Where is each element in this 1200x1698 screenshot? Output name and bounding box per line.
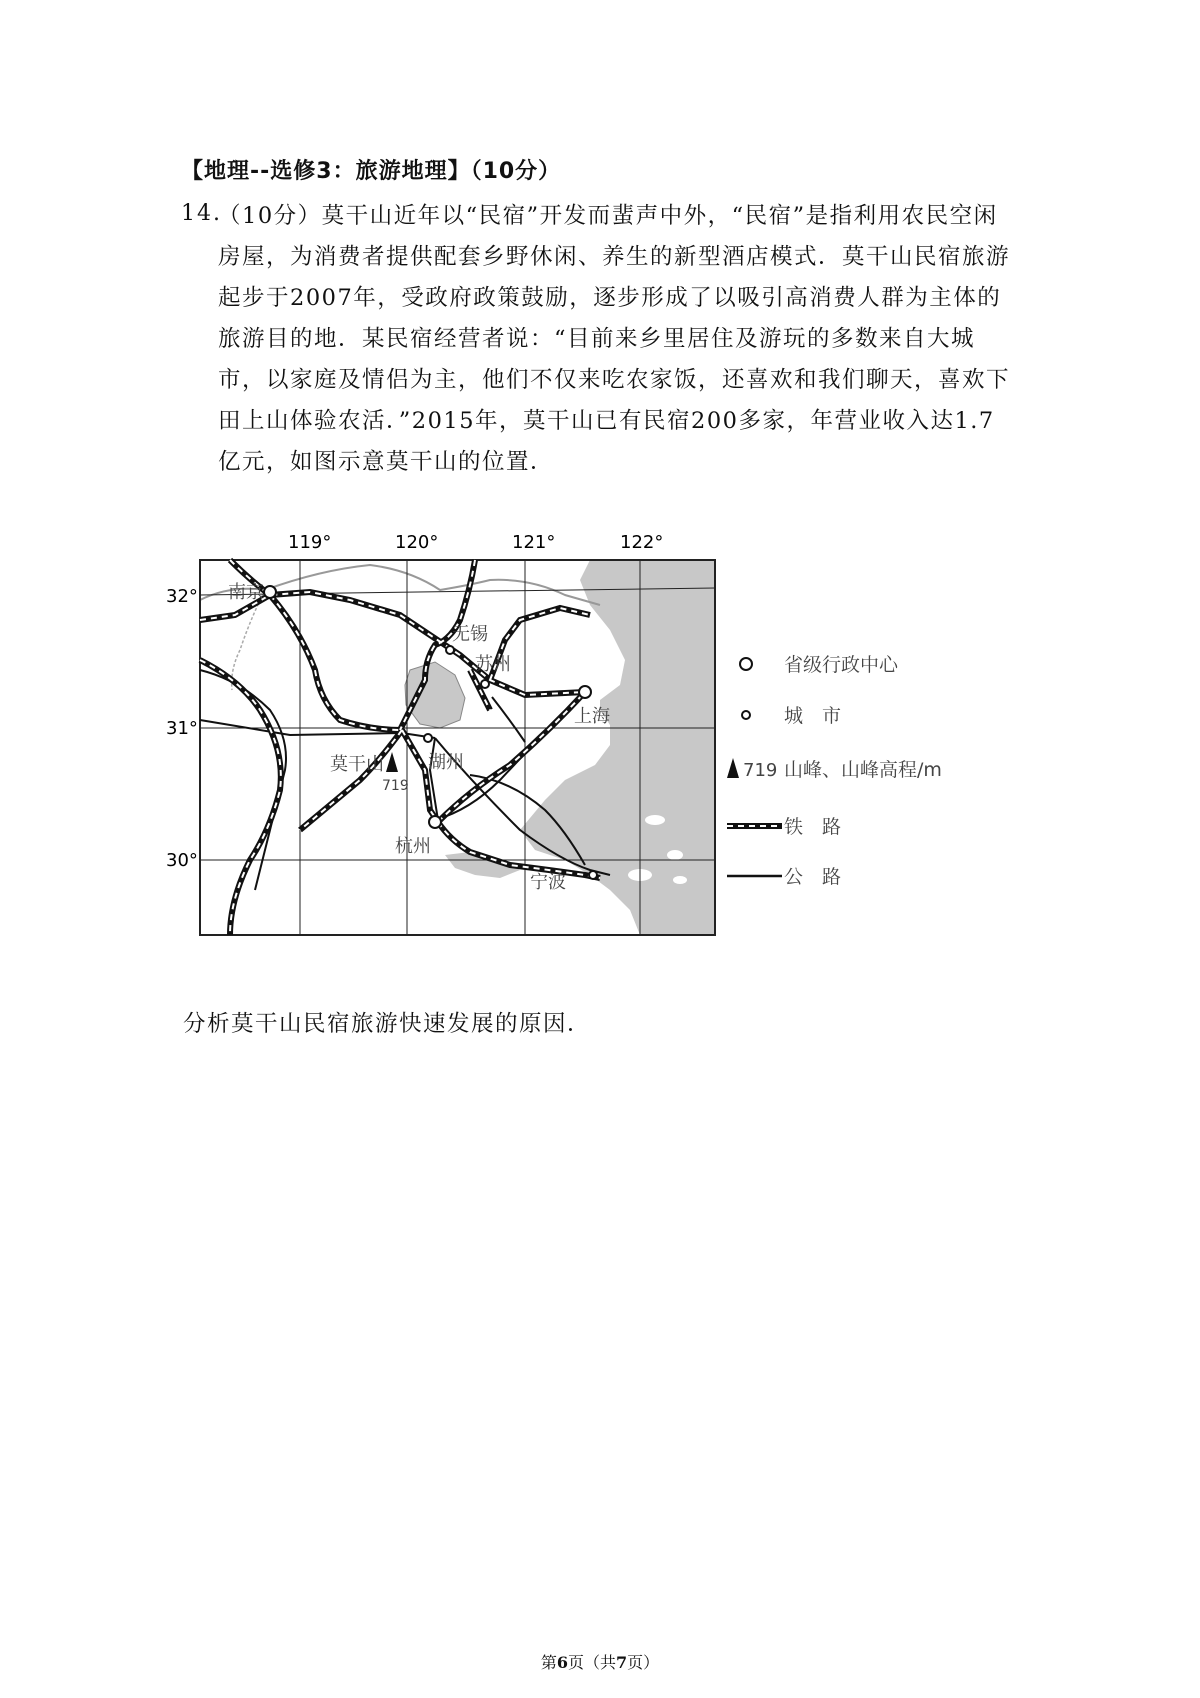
moganshan-elevation: 719	[382, 778, 409, 794]
question-line: 起步于2007年，受政府政策鼓励，逐步形成了以吸引高消费人群为主体的	[218, 285, 1002, 311]
lon-label-120: 120°	[395, 532, 439, 553]
legend-city-label: 城 市	[784, 705, 842, 727]
huzhou-label: 湖州	[428, 752, 464, 773]
question-line: 田上山体验农活．”2015年，莫干山已有民宿200多家，年营业收入达1.7	[218, 408, 995, 434]
legend-city-icon	[742, 711, 750, 719]
question-line: 市，以家庭及情侣为主，他们不仅来吃农家饭，还喜欢和我们聊天，喜欢下	[218, 367, 1011, 393]
lon-label-119: 119°	[288, 532, 332, 553]
lon-label-121: 121°	[512, 532, 556, 553]
lat-label-31: 31°	[166, 718, 198, 739]
ningbo-marker	[589, 871, 597, 879]
lat-label-32: 32°	[166, 586, 198, 607]
question-line: 旅游目的地．某民宿经营者说：“目前来乡里居住及游玩的多数来自大城	[218, 326, 976, 352]
suzhou-label: 苏州	[475, 654, 511, 675]
legend-peak-icon	[727, 758, 739, 778]
location-map	[166, 530, 1070, 990]
shanghai-marker	[579, 686, 591, 698]
question-line: 房屋，为消费者提供配套乡野休闲、养生的新型酒店模式．莫干山民宿旅游	[218, 244, 1011, 270]
footer-total-pages: 7	[616, 1653, 628, 1672]
wuxi-marker	[446, 646, 454, 654]
taihu-lake	[405, 662, 465, 728]
hangzhou-marker	[429, 816, 441, 828]
wuxi-label: 无锡	[452, 624, 488, 645]
sea-area	[445, 560, 715, 935]
lon-label-122: 122°	[620, 532, 664, 553]
ningbo-label: 宁波	[530, 872, 566, 893]
nanjing-label: 南京	[228, 582, 264, 603]
question-number: 14.	[181, 201, 222, 226]
section-title: 【地理--选修3：旅游地理】（10分）	[181, 159, 562, 184]
legend-highway-label: 公 路	[784, 866, 842, 888]
footer-suffix: 页）	[627, 1653, 660, 1672]
legend-capital-icon	[740, 658, 752, 670]
huzhou-marker	[424, 734, 432, 742]
suzhou-marker	[481, 680, 489, 688]
footer-page-number: 6	[556, 1653, 568, 1672]
footer-prefix: 第	[540, 1653, 557, 1672]
footer-middle: 页（共	[567, 1653, 616, 1672]
question-prompt: 分析莫干山民宿旅游快速发展的原因．	[183, 1011, 592, 1037]
lat-label-30: 30°	[166, 850, 198, 871]
question-line: 亿元，如图示意莫干山的位置．	[218, 449, 555, 475]
map-legend	[727, 654, 942, 888]
page-footer	[0, 1650, 1200, 1673]
mountain-peak-icon	[386, 752, 398, 772]
nanjing-marker	[264, 586, 276, 598]
legend-peak-label: 山峰、山峰高程/m	[784, 759, 942, 781]
hangzhou-label: 杭州	[395, 836, 431, 857]
question-text	[218, 196, 1018, 483]
legend-peak-value: 719	[743, 760, 778, 781]
shanghai-label: 上海	[574, 706, 610, 727]
legend-railway-label: 铁 路	[784, 816, 842, 838]
question-line: （10分）莫干山近年以“民宿”开发而蜚声中外，“民宿”是指利用农民空闲	[218, 203, 998, 229]
legend-capital-label: 省级行政中心	[784, 654, 899, 676]
moganshan-label: 莫干山	[330, 754, 384, 775]
